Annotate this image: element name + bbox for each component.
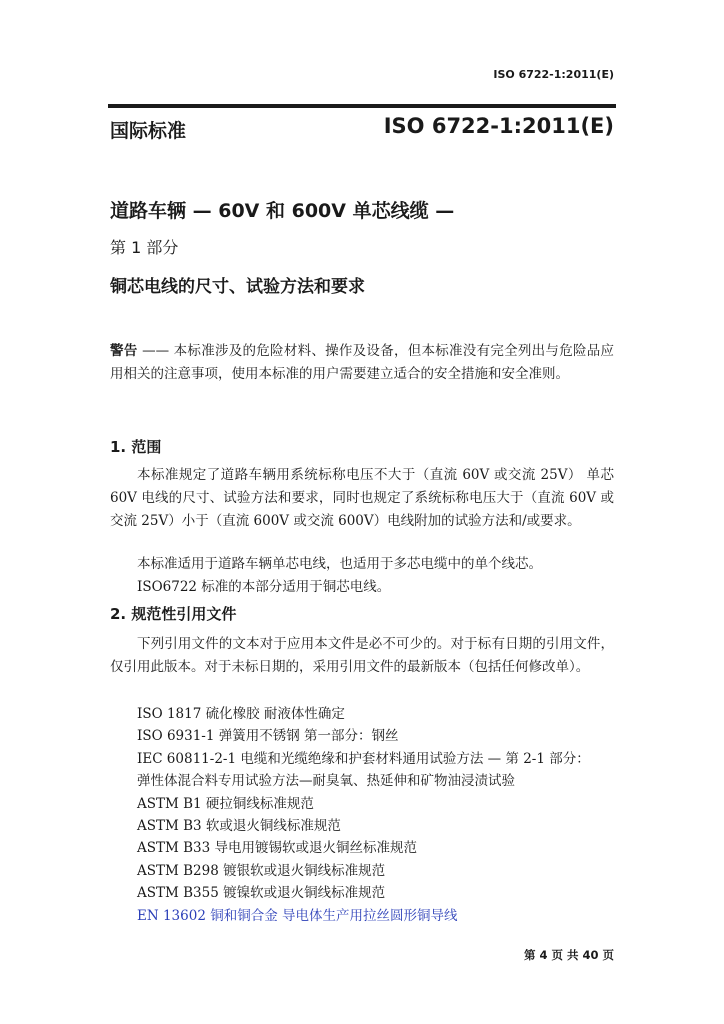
section-heading-scope: 1. 范围 [110,438,162,456]
reference-item: ASTM B355 镀镍软或退火铜线标准规范 [137,885,386,902]
section-heading-references: 2. 规范性引用文件 [110,605,237,623]
reference-item: ASTM B298 镀银软或退火铜线标准规范 [137,862,386,879]
document-part: 第 1 部分 [110,238,179,257]
reference-item: 弹性体混合料专用试验方法—耐臭氧、热延伸和矿物油浸渍试验 [137,773,515,790]
reference-item: ASTM B1 硬拉铜线标准规范 [137,795,314,812]
warning-label: 警告 [110,343,138,359]
references-paragraph: 下列引用文件的文本对于应用本文件是必不可少的。对于标有日期的引用文件，仅引用此版本。对于未标日期的，采用引用文件的最新版本（包括任何修改单）。 [110,636,614,675]
reference-link-en13602[interactable]: EN 13602 铜和铜合金 导电体生产用拉丝圆形铜导线 [137,907,458,924]
document-title: 道路车辆 — 60V 和 600V 单芯线缆 — [110,200,455,222]
reference-item: IEC 60811-2-1 电缆和光缆绝缘和护套材料通用试验方法 — 第 2-1 部分： [137,750,590,767]
scope-paragraph-3: ISO6722 标准的本部分适用于铜芯电线。 [137,579,391,595]
reference-item: ISO 1817 硫化橡胶 耐液体性确定 [137,706,345,722]
standard-number: ISO 6722-1:2011(E) [383,114,614,138]
reference-item: ASTM B3 软或退火铜线标准规范 [137,818,341,835]
warning-text: —— 本标准涉及的危险材料、操作及设备，但本标准没有完全列出与危险品应用相关的注意事项，使用本标准的用户需要建立适合的安全措施和安全准则。 [110,343,614,382]
page-number: 第 4 页 共 40 页 [523,948,614,962]
warning-paragraph [110,340,614,386]
reference-item: ASTM B33 导电用镀锡软或退火铜丝标准规范 [137,840,418,857]
scope-paragraph-1: 本标准规定了道路车辆用系统标称电压不大于（直流 60V 或交流 25V） 单芯 60V 电线的尺寸、试验方法和要求，同时也规定了系统标称电压大于（直流 60V 或交流 25V）小于（直流 600V 或交流 600V）电线附加的试验方法和/或要求。 [110,467,614,529]
standard-label: 国际标准 [110,120,187,142]
header-rule [108,104,616,108]
scope-paragraph-2: 本标准适用于道路车辆单芯电线，也适用于多芯电缆中的单个线芯。 [137,556,542,572]
header-document-code: ISO 6722-1:2011(E) [493,68,614,81]
document-subtitle: 铜芯电线的尺寸、试验方法和要求 [110,277,365,297]
reference-list [137,703,617,927]
reference-item: ISO 6931-1 弹簧用不锈钢 第一部分：钢丝 [137,728,399,745]
